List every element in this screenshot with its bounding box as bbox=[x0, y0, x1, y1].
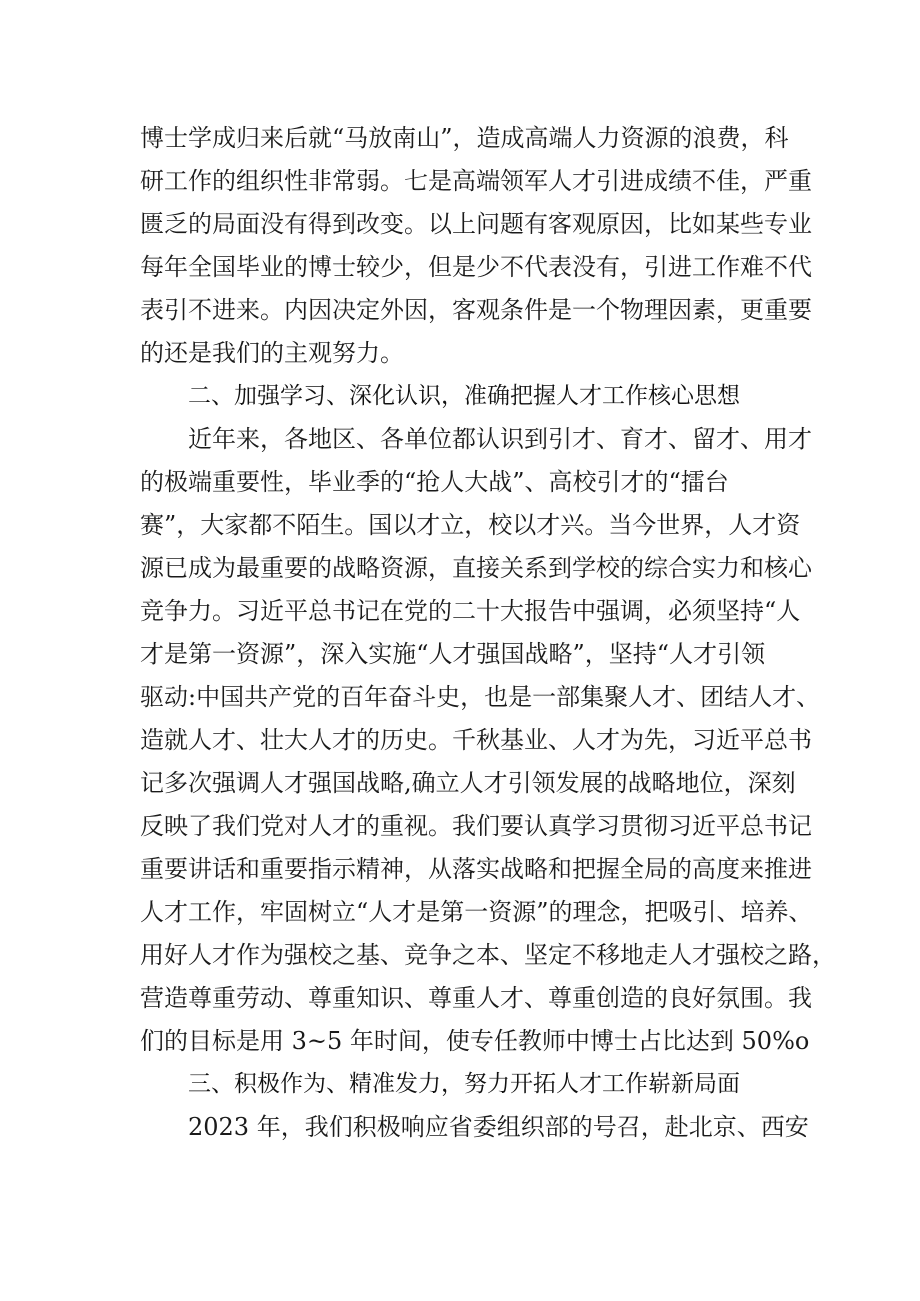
paragraph-line: 造就人才、壮大人才的历史。千秋基业、人才为先，习近平总书 bbox=[140, 726, 812, 754]
paragraph-line: 研工作的组织性非常弱。七是高端领军人才引进成绩不佳，严重 bbox=[140, 167, 812, 195]
paragraph-line: 反映了我们党对人才的重视。我们要认真学习贯彻习近平总书记 bbox=[140, 812, 812, 840]
paragraph-line: 每年全国毕业的博士较少，但是少不代表没有，引进工作难不代 bbox=[140, 253, 812, 281]
paragraph-line: 赛”，大家都不陌生。国以才立，校以才兴。当今世界，人才资 bbox=[140, 511, 801, 539]
section-heading-3: 三、积极作为、精准发力，努力开拓人才工作崭新局面 bbox=[188, 1071, 740, 1097]
paragraph-line: 源已成为最重要的战略资源，直接关系到学校的综合实力和核心 bbox=[140, 554, 812, 582]
paragraph-line: 博士学成归来后就“马放南山”，造成高端人力资源的浪费，科 bbox=[140, 124, 789, 152]
section-heading-2: 二、加强学习、深化认识，准确把握人才工作核心思想 bbox=[188, 383, 740, 409]
paragraph-line: 记多次强调人才强国战略,确立人才引领发展的战略地位，深刻 bbox=[140, 769, 796, 797]
paragraph-line: 们的目标是用 3~5 年时间，使专任教师中博士占比达到 50%o bbox=[140, 1027, 810, 1055]
paragraph-line: 重要讲话和重要指示精神，从落实战略和把握全局的高度来推进 bbox=[140, 855, 812, 883]
paragraph-line: 营造尊重劳动、尊重知识、尊重人才、尊重创造的良好氛围。我 bbox=[140, 984, 812, 1012]
paragraph-line: 才是第一资源”，深入实施“人才强国战略”，坚持“人才引领 bbox=[140, 640, 766, 668]
paragraph-line: 的还是我们的主观努力。 bbox=[140, 339, 404, 367]
paragraph-line: 人才工作，牢固树立“人才是第一资源”的理念，把吸引、培养、 bbox=[140, 898, 813, 926]
paragraph-line: 表引不进来。内因决定外因，客观条件是一个物理因素，更重要 bbox=[140, 296, 812, 324]
paragraph-line: 竞争力。习近平总书记在党的二十大报告中强调，必须坚持“人 bbox=[140, 597, 801, 625]
paragraph-line: 近年来，各地区、各单位都认识到引才、育才、留才、用才 bbox=[188, 425, 812, 453]
paragraph-line: 的极端重要性，毕业季的“抢人大战”、高校引才的“擂台 bbox=[140, 468, 729, 496]
paragraph-line: 用好人才作为强校之基、竞争之本、坚定不移地走人才强校之路， bbox=[140, 941, 836, 969]
paragraph-line: 驱动:中国共产党的百年奋斗史，也是一部集聚人才、团结人才、 bbox=[140, 683, 821, 711]
paragraph-line: 匮乏的局面没有得到改变。以上问题有客观原因，比如某些专业 bbox=[140, 210, 812, 238]
paragraph-line: 2023 年，我们积极响应省委组织部的号召，赴北京、西安 bbox=[188, 1113, 809, 1141]
